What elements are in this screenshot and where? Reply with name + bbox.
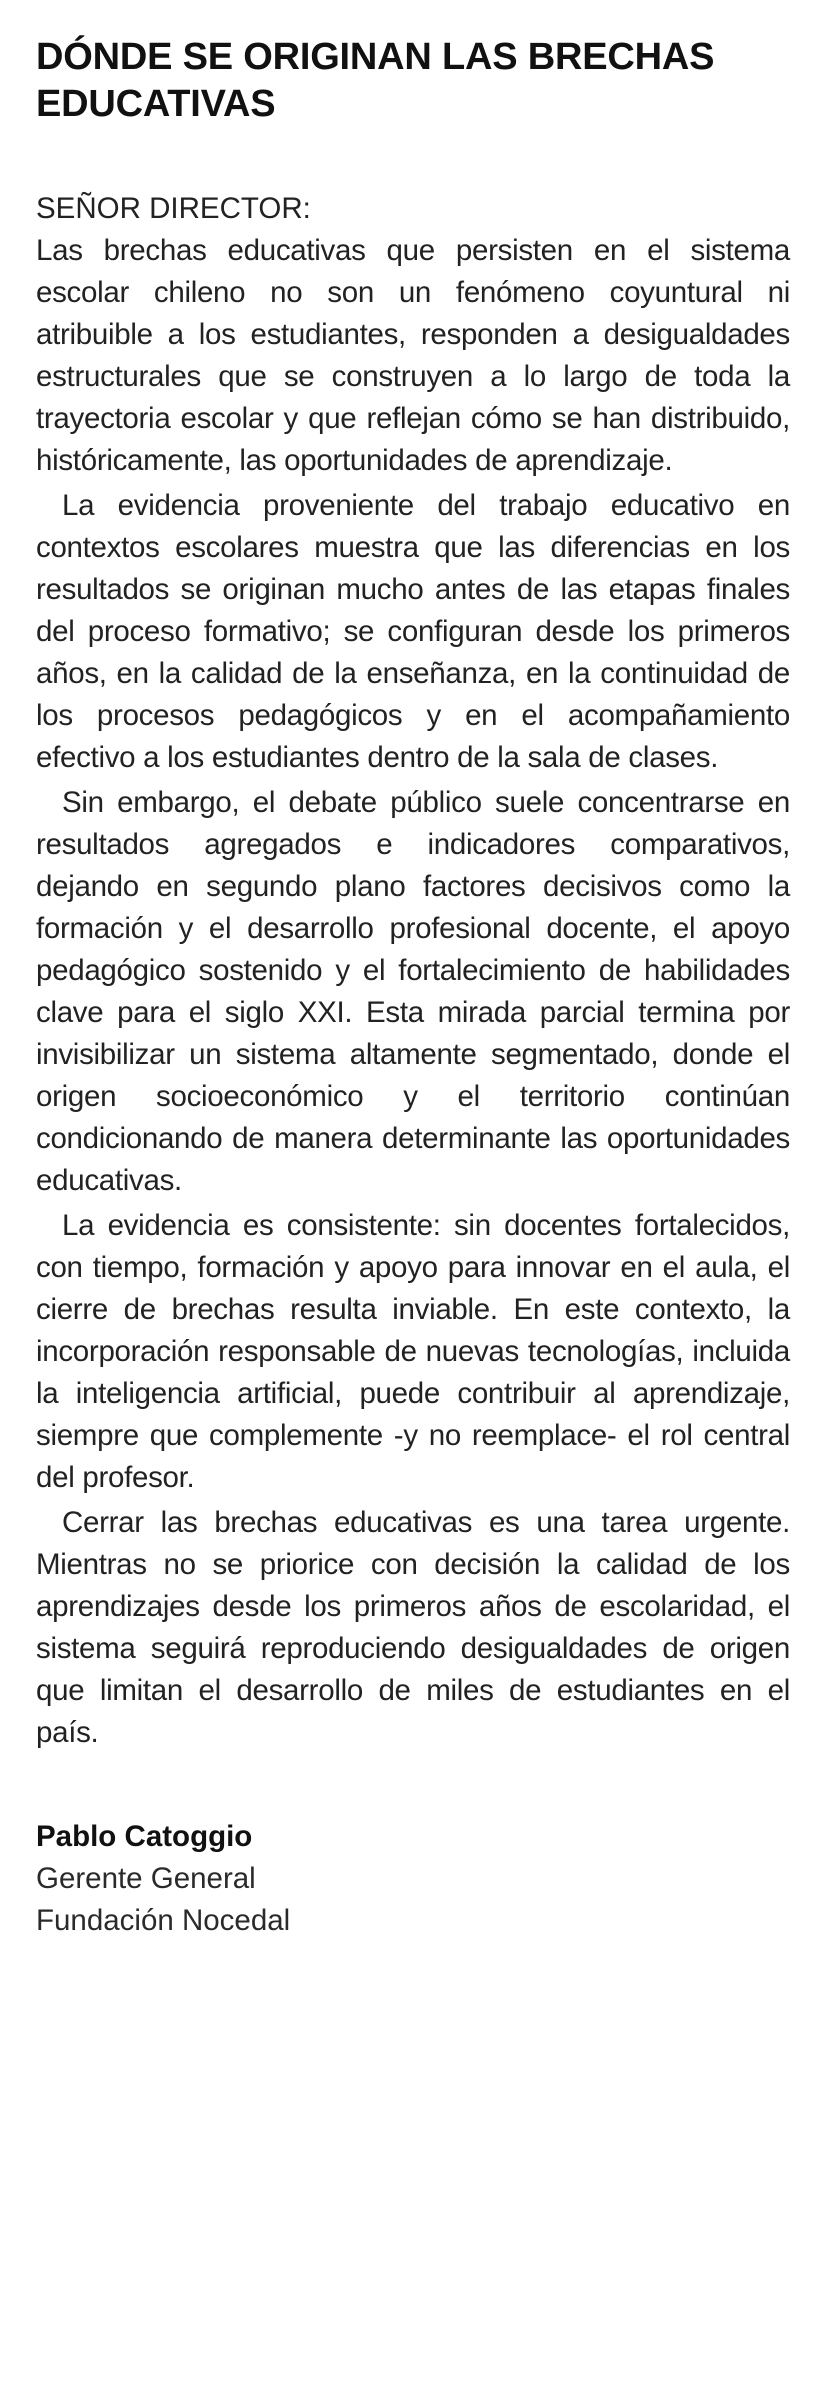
signature-block xyxy=(36,1816,790,1942)
letter-to-editor xyxy=(36,34,790,1942)
author-name: Pablo Catoggio xyxy=(36,1820,253,1853)
author-role: Gerente General xyxy=(36,1862,256,1895)
paragraph-4: La evidencia es consistente: sin docentes fortalecidos, con tiempo, formación y apoyo para innovar en el aula, el cierre de brechas resulta inviable. En este contexto, la incorporación responsable de nuevas tecnologías, incluida la inteligencia artificial, puede contribuir al aprendizaje, siempre que complemente -y no reemplace- el rol central del profesor. xyxy=(36,1209,790,1494)
paragraph-1: Las brechas educativas que persisten en el sistema escolar chileno no son un fenómeno coyuntural ni atribuible a los estudiantes, responden a desigualdades estructurales que se construyen a lo largo de toda la trayectoria escolar y que reflejan cómo se han distribuido, históricamente, las oportunidades de aprendizaje. xyxy=(36,234,790,477)
paragraph-2: La evidencia proveniente del trabajo educativo en contextos escolares muestra que las diferencias en los resultados se originan mucho antes de las etapas finales del proceso formativo; se configuran desde los primeros años, en la calidad de la enseñanza, en la continuidad de los procesos pedagógicos y en el acompañamiento efectivo a los estudiantes dentro de la sala de clases. xyxy=(36,489,790,774)
author-organization: Fundación Nocedal xyxy=(36,1904,291,1937)
salutation: SEÑOR DIRECTOR: xyxy=(36,192,311,225)
headline: DÓNDE SE ORIGINAN LAS BRECHAS EDUCATIVAS xyxy=(36,36,715,125)
paragraph-5: Cerrar las brechas educativas es una tarea urgente. Mientras no se priorice con decisión la calidad de los aprendizajes desde los primeros años de escolaridad, el sistema seguirá reproduciendo desigualdades de origen que limitan el desarrollo de miles de estudiantes en el país. xyxy=(36,1506,790,1749)
paragraph-3: Sin embargo, el debate público suele concentrarse en resultados agregados e indicadores comparativos, dejando en segundo plano factores decisivos como la formación y el desarrollo profesional docente, el apoyo pedagógico sostenido y el fortalecimiento de habilidades clave para el siglo XXI. Esta mirada parcial termina por invisibilizar un sistema altamente segmentado, donde el origen socioeconómico y el territorio continúan condicionando de manera determinante las oportunidades educativas. xyxy=(36,786,790,1197)
